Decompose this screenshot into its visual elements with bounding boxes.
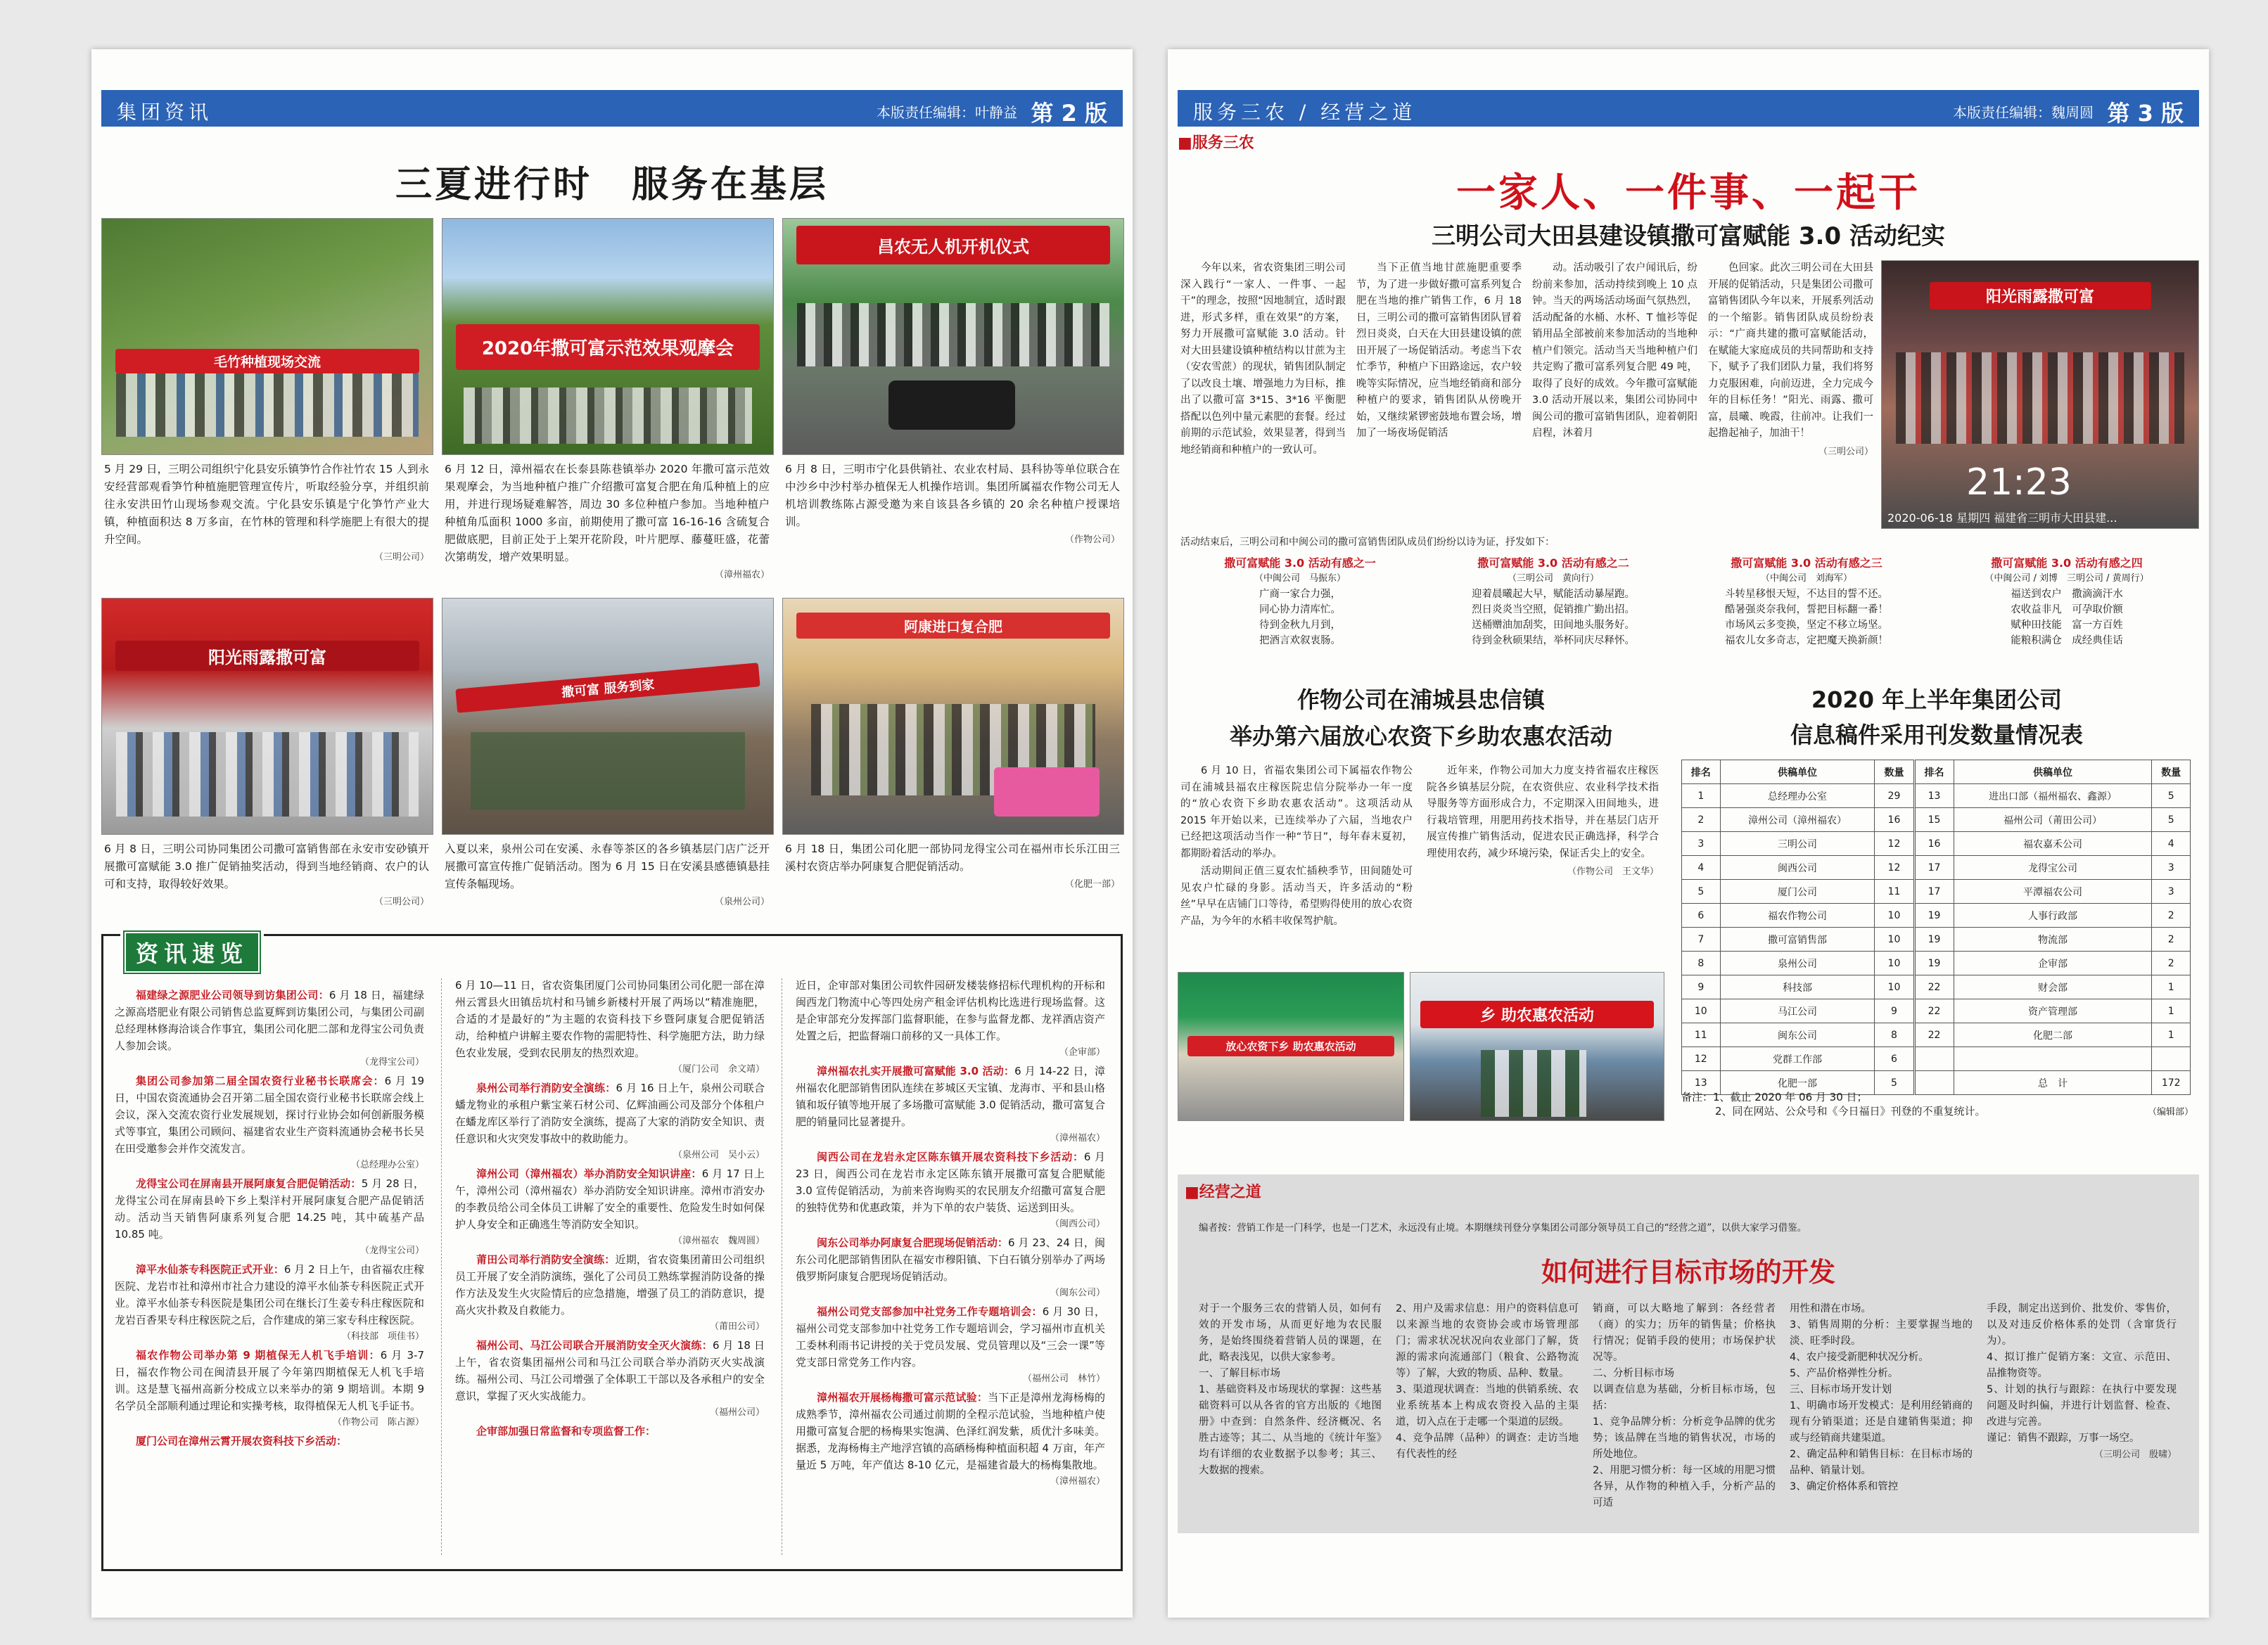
table-cell bbox=[2152, 1047, 2191, 1071]
photo-bamboo-field: 毛竹种植现场交流 bbox=[101, 218, 433, 455]
table-row bbox=[1682, 999, 2191, 1023]
photo-watermark: 2020-06-18 星期四 福建省三明市大田县建... bbox=[1887, 511, 2117, 525]
poem-intro: 活动结束后，三明公司和中闽公司的撒可富销售团队成员们纷纷以诗为证，抒发如下： bbox=[1180, 537, 1555, 548]
section-name: 集团资讯 bbox=[117, 101, 213, 124]
table-cell: 13 bbox=[1682, 1071, 1721, 1095]
table-note: 备注：1、截止 2020 年 06 月 30 日； 2、同在网站、公众号和《今日福日》刊登的不重复统计。 bbox=[1681, 1091, 1986, 1118]
page-2 bbox=[91, 49, 1133, 1618]
table-cell: 19 bbox=[1914, 928, 1954, 952]
photo-caption: 6 月 8 日，三明公司协同集团公司撒可富销售部在永安市安砂镇开展撒可富赋能 3.0 推广促销抽奖活动，得到当地经销商、农户的认可和支持，取得较好效果。 （三明公司） bbox=[104, 843, 429, 907]
table-title: 2020 年上半年集团公司 bbox=[1811, 686, 2063, 713]
table-cell: 10 bbox=[1682, 999, 1721, 1023]
page-number: 第 3 版 bbox=[2107, 100, 2184, 127]
table-cell: 1 bbox=[2152, 1023, 2191, 1047]
photo-timestamp: 21:23 bbox=[1966, 461, 2072, 504]
article3-col: 手段，制定出送到价、批发价、零售价，以及对违反价格体系的处罚（含窜货行为）。 4、拟订推广促销方案：文宣、示范田、品推物资等。 5、计划的执行与跟踪：在执行中要发现问题及时纠偏，并进行计划监督、检查、改进与完善。 谨记：销售不跟踪，万事一场空。 （三明公司 殷啸） bbox=[1987, 1303, 2177, 1460]
column-divider bbox=[441, 978, 442, 1555]
stats-table bbox=[1681, 760, 2191, 1095]
table-cell: 5 bbox=[2152, 784, 2191, 808]
table-row bbox=[1682, 904, 2191, 928]
table-cell: 总经理办公室 bbox=[1720, 784, 1875, 808]
section-label: ■经营之道 bbox=[1185, 1184, 1261, 1201]
table-row bbox=[1682, 808, 2191, 832]
table-row bbox=[1682, 880, 2191, 904]
news-col-1 bbox=[115, 987, 424, 1451]
table-header-row bbox=[1682, 760, 2191, 784]
article3-title: 如何进行目标市场的开发 bbox=[1541, 1257, 1835, 1288]
article-col: 当下正值当地甘蔗施肥重要季节，为了进一步做好撒可富系列复合肥在当地的推广销售工作，6 月 18 日，三明公司的撒可富销售团队冒着烈日炎炎，白天在大田县建设镇的蔗田开展了一场促销活动。考虑当下农忙季节，种植户下田路途远，农户较晚等实际情况，应当地经销商和部分种植户的要求，销售团队从傍晚开始，又继续紧锣密鼓地布置会场，增加了一场夜场促销活 bbox=[1356, 262, 1522, 439]
table-cell: 10 bbox=[1875, 928, 1914, 952]
photo-shop-event: 放心农资下乡 助农惠农活动 bbox=[1178, 972, 1404, 1121]
photo-promo-lottery: 阳光雨露撒可富 bbox=[101, 598, 433, 835]
page-editor: 本版责任编辑：魏周圆 bbox=[1953, 104, 2094, 121]
section-label: ■服务三农 bbox=[1178, 134, 1254, 152]
news-item: 莆田公司举行消防安全演练：近期，省农资集团莆田公司组织员工开展了安全消防演练，强化了公司员工熟练掌握消防设备的操作方法及发生火灾险情后的应急措施，增强了员工的消防意识，提高火灾扑救及自救能力。 （莆田公司） bbox=[455, 1253, 765, 1332]
poem: 撒可富赋能 3.0 活动有感之四 （中闽公司 / 刘博 三明公司 / 黄周行） 福送到农户 撒滴滴汗水 农收益非凡 可孕取价额 赋种田技能 富一方百姓 能粮积满仓 成经典佳话 bbox=[1984, 556, 2149, 646]
table-row bbox=[1682, 1047, 2191, 1071]
article3-col: 用性和潜在市场。 3、销售周期的分析：主要掌握当地的淡、旺季时段。 4、农户接受新肥种状况分析。 5、产品价格弹性分析。 三、目标市场开发计划 1、明确市场开发模式：是利用经销商的现有分销渠道；还是自建销售渠道；抑或与经销商共建渠道。 2、确定品种和销售目标：在目标市场的品种、销量计划。 3、确定价格体系和管控 bbox=[1790, 1303, 1973, 1492]
table-row bbox=[1682, 1023, 2191, 1047]
news-item: 6 月 10—11 日，省农资集团厦门公司协同集团公司化肥一部在漳州云霄县火田镇岳坑村和马铺乡新楼村开展了两场以“精准施肥，合适的才是最好的”为主题的农资科技下乡暨阿康复合肥促销活动，给种植户讲解主要农作物的需肥特性、科学施肥方法，助力绿色农业发展，受到农民朋友的热烈欢迎。 （厦门公司 余文靖） bbox=[455, 979, 765, 1075]
table-cell: 福州公司（莆田公司） bbox=[1954, 808, 2152, 832]
table-cell: 党群工作部 bbox=[1720, 1047, 1875, 1071]
news-item: 闽西公司在龙岩永定区陈东镇开展农资科技下乡活动：6 月 23 日，闽西公司在龙岩市永定区陈东镇开展撒可富复合肥赋能 3.0 宣传促销活动，为前来咨询购买的农民朋友介绍撒可富复合肥的独特优势和优惠政策，并为下单的农户装货、运送到田头。 （闽西公司） bbox=[796, 1151, 1105, 1229]
table-cell: 龙得宝公司 bbox=[1954, 856, 2152, 880]
table-source: （编辑部） bbox=[2147, 1107, 2193, 1118]
photo-night-event: 阳光雨露撒可富 21:23 2020-06-18 星期四 福建省三明市大田县建... bbox=[1881, 260, 2199, 529]
people-group bbox=[1481, 1050, 1586, 1117]
article-subtitle: 三明公司大田县建设镇撒可富赋能 3.0 活动纪实 bbox=[1432, 222, 1945, 250]
page-number: 第 2 版 bbox=[1031, 100, 1107, 127]
photo-observation-meeting: 2020年撒可富示范效果观摩会 bbox=[442, 218, 774, 455]
table-cell: 1 bbox=[1682, 784, 1721, 808]
table-cell: 3 bbox=[2152, 856, 2191, 880]
news-col-2 bbox=[455, 977, 765, 1441]
people-group bbox=[1896, 352, 2184, 444]
photo-caption: 6 月 8 日，三明市宁化县供销社、农业农村局、县科协等单位联合在中沙乡中沙村举办植保无人机操作培训。集团所属福农作物公司无人机培训教练陈占源受邀为来自该县各乡镇的 20 余名种植户授课培训。 （作物公司） bbox=[785, 463, 1120, 545]
photo-shop-banner: 撒可富 服务到家 bbox=[442, 598, 774, 835]
fertilizer-buckets bbox=[994, 767, 1100, 817]
news-item: 漳州公司（漳州福农）举办消防安全知识讲座：6 月 17 日上午，漳州公司（漳州福农）举办消防安全知识讲座。漳州市消安办的李教员给公司全体员工讲解了安全的重要性、危险发生时如何保护人身安全和正确逃生等消防安全知识。 （漳州福农 魏周圆） bbox=[455, 1167, 765, 1246]
table-cell: 8 bbox=[1682, 952, 1721, 975]
news-item: 福建绿之源肥业公司领导到访集团公司：6 月 18 日，福建绿之源高塔肥业有限公司销售总监夏辉到访集团公司，与集团公司副总经理林修海洽谈合作事宜，集团公司化肥二部和龙得宝公司负责人参加会谈。 （龙得宝公司） bbox=[115, 989, 424, 1068]
table-cell: 闽东公司 bbox=[1720, 1023, 1875, 1047]
table-header-cell: 排名 bbox=[1682, 760, 1721, 784]
news-item: 泉州公司举行消防安全演练：6 月 16 日上午，泉州公司联合蟠龙物业的承租户紫宝莱石材公司、亿辉油画公司及部分个体租户在蟠龙库区举行了消防安全演练，提高了大家的消防安全知识、责任意识和火灾突发事故中的救助能力。 （泉州公司 吴小云） bbox=[455, 1082, 765, 1160]
table-cell: 22 bbox=[1914, 999, 1954, 1023]
page-3-header bbox=[1178, 90, 2199, 127]
table-cell: 6 bbox=[1875, 1047, 1914, 1071]
table-cell: 19 bbox=[1914, 952, 1954, 975]
table-cell: 撒可富销售部 bbox=[1720, 928, 1875, 952]
news-item: 漳平水仙茶专科医院正式开业：6 月 2 日上午，由省福农庄稼医院、龙岩市社和漳州市社合力建设的漳平水仙茶专科医院正式开业。漳平水仙茶专科医院是集团公司在继长汀生姜专科庄稼医院和龙岩百香果专科庄稼医院之后，合作建成的第三家专科庄稼医院。 （科技部 项佳书） bbox=[115, 1263, 424, 1342]
table-cell bbox=[1914, 1047, 1954, 1071]
table-cell: 5 bbox=[2152, 808, 2191, 832]
table-header-cell: 数量 bbox=[2152, 760, 2191, 784]
table-cell: 17 bbox=[1914, 856, 1954, 880]
table-cell: 资产管理部 bbox=[1954, 999, 2152, 1023]
table-cell: 12 bbox=[1875, 832, 1914, 856]
section-name: 服务三农 / 经营之道 bbox=[1193, 101, 1417, 124]
news-item: 龙得宝公司在屏南县开展阿康复合肥促销活动：5 月 28 日，龙得宝公司在屏南县岭下乡上梨洋村开展阿康复合肥产品促销活动。活动当天销售阿康系列复合肥 14.25 吨，其中硫基产品 10.85 吨。 （龙得宝公司） bbox=[115, 1177, 424, 1256]
table-row bbox=[1682, 975, 2191, 999]
table-cell: 福农作物公司 bbox=[1720, 904, 1875, 928]
table-cell: 科技部 bbox=[1720, 975, 1875, 999]
photo-caption: 入夏以来，泉州公司在安溪、永春等茶区的各乡镇基层门店广泛开展撒可富宣传推广促销活动。图为 6 月 15 日在安溪县感德镇悬挂宣传条幅现场。 （泉州公司） bbox=[445, 843, 770, 907]
table-cell: 4 bbox=[2152, 832, 2191, 856]
table-cell: 1 bbox=[2152, 975, 2191, 999]
table-cell: 10 bbox=[1875, 975, 1914, 999]
article-col: 动。活动吸引了农户闻讯后，纷纷前来参加，活动持续到晚上 10 点钟。当天的两场活动场面气氛热烈，活动配备的水桶、水杯、T 恤衫等促销用品全部被前来参加活动的当地种植户们领完。活动当天当地种植户们共定购了撒可富系列复合肥 49 吨，取得了良好的成效。今年撒可富赋能 3.0 活动开展以来，集团公司协同中闽公司的撒可富销售团队，迎着朝阳启程，沐着月 bbox=[1532, 262, 1697, 439]
table-cell: 泉州公司 bbox=[1720, 952, 1875, 975]
editor-note: 编者按：营销工作是一门科学，也是一门艺术，永远没有止境。本期继续刊登分享集团公司部分领导员工自己的“经营之道”，以供大家学习借鉴。 bbox=[1199, 1222, 1807, 1234]
table-cell: 平潭福农公司 bbox=[1954, 880, 2152, 904]
table-subtitle: 信息稿件采用刊发数量情况表 bbox=[1790, 722, 2083, 748]
table-cell: 9 bbox=[1682, 975, 1721, 999]
poem: 撒可富赋能 3.0 活动有感之二 （三明公司 黄向行） 迎着晨曦起大早，赋能活动暴屋跑。 烈日炎炎当空照，促销推广勤出招。 送桶赠油加刮奖，田间地头服务好。 待到金秋硕果结，举杯同庆尽释怀。 bbox=[1472, 556, 1635, 646]
table-row bbox=[1682, 832, 2191, 856]
table-cell: 16 bbox=[1914, 832, 1954, 856]
article3-col: 2、用户及需求信息：用户的资料信息可以来源当地的农资协会或市场管理部门；需求状况状况向农业部门了解，货源的需求向流通部门（粮食、公路物流等）了解，大致的物质、品种、数量。 3、渠道现状调查：当地的供销系统、农业系统基本上构成农资投入品的主渠道，切入点在于走哪一个渠道的层级。 4、竞争品牌（品种）的调查：走访当地有代表性的经 bbox=[1396, 1303, 1579, 1460]
news-label: 资讯速览 bbox=[120, 932, 264, 973]
table-cell: 1 bbox=[2152, 999, 2191, 1023]
table-row bbox=[1682, 952, 2191, 975]
table-cell: 13 bbox=[1914, 784, 1954, 808]
table-cell: 物流部 bbox=[1954, 928, 2152, 952]
poem: 撒可富赋能 3.0 活动有感之三 （中闽公司 刘海军） 斗转星移恨天短，不达目的誓不还。 酷暑强炎奈我何，誓把目标翻一番！ 市场风云多变换，坚定不移立场坚。 福农儿女多奇志，定把魔天换新颜！ bbox=[1725, 556, 1888, 646]
news-item: 闽东公司举办阿康复合肥现场促销活动：6 月 23、24 日，闽东公司化肥部销售团队在福安市穆阳镇、下白石镇分别举办了两场俄罗斯阿康复合肥现场促销活动。 （闽东公司） bbox=[796, 1236, 1105, 1298]
table-cell: 人事行政部 bbox=[1954, 904, 2152, 928]
table-cell: 8 bbox=[1875, 1023, 1914, 1047]
table-cell: 29 bbox=[1875, 784, 1914, 808]
table-cell: 2 bbox=[1682, 808, 1721, 832]
poem: 撒可富赋能 3.0 活动有感之一 （中闽公司 马振东） 广商一家合力强， 同心协力清库忙。 待到金秋九月到， 把酒言欢叙衷肠。 bbox=[1224, 556, 1376, 646]
article2-subtitle: 举办第六届放心农资下乡助农惠农活动 bbox=[1229, 723, 1612, 750]
article-title: 一家人、一件事、一起干 bbox=[1456, 170, 1920, 216]
table-cell: 22 bbox=[1914, 975, 1954, 999]
article2-col: 近年来，作物公司加大力度支持省福农庄稼医院各乡镇基层分院，在农资供应、农业科学技术指导服务等方面形成合力，不定期深入田间地头，进行栽培管理，用肥用药技术指导，并在基层门店开展宣传推广销售活动，促进农民正确选择，科学合理使用农药，减少环境污染，保证舌尖上的安全。 （作物公司 王文华） bbox=[1427, 765, 1659, 877]
page-3 bbox=[1168, 49, 2209, 1618]
news-item: 漳州福农扎实开展撒可富赋能 3.0 活动：6 月 14-22 日，漳州福农化肥部销售团队连续在芗城区天宝镇、龙海市、平和县山格镇和坂仔镇等地开展了多场撒可富赋能 3.0 促销活动，撒可富复合肥的销量同比显著提升。 （漳州福农） bbox=[796, 1065, 1105, 1144]
article-col: 色回家。此次三明公司在大田县开展的促销活动，只是集团公司撒可富销售团队今年以来，开展系列活动的一个缩影。销售团队成员纷纷表示：“广商共建的撒可富赋能活动，在赋能大家庭成员的共同帮助和支持下，赋予了我们团队力量，我们将努力克服困难，向前迈进，全力完成今年的目标任务！”阳光、雨露、撒可富，晨曦、晚霞，往前冲。让我们一起撸起袖子，加油干！ （三明公司） bbox=[1708, 262, 1873, 457]
news-col-3 bbox=[796, 977, 1105, 1492]
people-group bbox=[464, 388, 752, 444]
table-header-cell: 供稿单位 bbox=[1720, 760, 1875, 784]
news-box bbox=[101, 934, 1123, 1571]
shop-front bbox=[471, 732, 745, 809]
table-cell: 15 bbox=[1914, 808, 1954, 832]
news-item: 福州公司、马江公司联合开展消防安全灭火演练：6 月 18 日上午，省农资集团福州公司和马江公司联合举办消防灭火实战演练。福州公司、马江公司增强了全体职工干部以及各承租户的安全意识，掌握了灭火实战能力。 （福州公司） bbox=[455, 1339, 765, 1418]
news-item: 近日，企审部对集团公司软件园研发楼装修招标代理机构的开标和闽西龙门物流中心等四处房产租金评估机构比选进行现场监督。这是企审部充分发挥部门监督职能，在参与监督龙都、龙祥酒店资产处置之后，把监督端口前移的又一具体工作。 （企审部） bbox=[796, 979, 1105, 1058]
people-group bbox=[116, 373, 419, 437]
table-cell: 化肥一部 bbox=[1720, 1071, 1875, 1095]
news-item: 厦门公司在漳州云霄开展农资科技下乡活动： bbox=[136, 1435, 348, 1447]
table-cell: 三明公司 bbox=[1720, 832, 1875, 856]
table-cell: 10 bbox=[1875, 952, 1914, 975]
table-cell: 11 bbox=[1682, 1023, 1721, 1047]
table-cell: 5 bbox=[1875, 1071, 1914, 1095]
photo-caption: 5 月 29 日，三明公司组织宁化县安乐镇笋竹合作社竹农 15 人到永安经营部观看笋竹种植施肥管理宣传片，听取经验分享，并组织前往永安洪田竹山现场参观交流。宁化县安乐镇是宁化笋竹产业大镇，种植面积达 8 万多亩，在竹林的管理和科学施肥上有很大的提升空间。 （三明公司） bbox=[104, 463, 429, 563]
news-item: 企审部加强日常监督和专项监督工作： bbox=[476, 1425, 656, 1438]
business-section bbox=[1178, 1174, 2199, 1533]
table-header-cell: 供稿单位 bbox=[1954, 760, 2152, 784]
table-cell: 3 bbox=[2152, 880, 2191, 904]
article2-col: 6 月 10 日，省福农集团公司下属福农作物公司在浦城县福农庄稼医院忠信分院举办一年一度的“放心农资下乡助农惠农活动”。这项活动从 2015 年开始以来，已连续举办了六届，当地农户已经把这项活动当作一种“节日”，每年春末夏初，都期盼着活动的举办。 活动期间正值三夏农忙插秧季节，田间随处可见农户忙碌的身影。活动当天，许多活动的“粉丝”早早在店铺门口等待，希望购得使用的放心农资产品，为今年的水稻丰收保驾护航。 bbox=[1180, 765, 1413, 927]
table-cell: 10 bbox=[1875, 904, 1914, 928]
drone bbox=[888, 380, 1015, 430]
photo-drone-training: 昌农无人机开机仪式 bbox=[782, 218, 1124, 455]
article-col: 今年以来，省农资集团三明公司深入践行“一家人、一件事、一起干”的理念，按照“因地制宜，适时跟进，形式多样，重在效果”的方案，努力开展撒可富赋能 3.0 活动。针对大田县建设镇种植结构以甘蔗为主（安农雪蔗）的现状，销售团队制定了以改良土壤、增强地力为目标，推出了以撒可富 3*15、3*16 平衡肥搭配以色列中量元素肥的套餐。经过前期的示范试验，效果显著，得到当地经销商和种植户的一致认可。 bbox=[1180, 262, 1346, 456]
table-cell: 12 bbox=[1875, 856, 1914, 880]
photo-caption: 6 月 12 日，漳州福农在长泰县陈巷镇举办 2020 年撒可富示范效果观摩会，为当地种植户推广介绍撒可富复合肥在角瓜种植上的应用，并进行现场疑难解答，周边 30 多位种植户参加。当地种植户种植角瓜面积 1000 多亩，前期使用了撒可富 16-16-16 含硫复合肥做底肥，目前正处于上架开花阶段，叶片肥厚、藤蔓旺盛，花蕾次第萌发，增产效果明显。 （漳州福农） bbox=[445, 463, 770, 580]
table-cell: 6 bbox=[1682, 904, 1721, 928]
table-cell: 进出口部（福州福农、鑫源） bbox=[1954, 784, 2152, 808]
people-group bbox=[116, 732, 419, 817]
table-cell: 4 bbox=[1682, 856, 1721, 880]
article2-title: 作物公司在浦城县忠信镇 bbox=[1297, 686, 1545, 713]
page-editor: 本版责任编辑：叶静益 bbox=[877, 104, 1017, 121]
article3-col: 对于一个服务三农的营销人员，如何有效的开发市场，从而更好地为农民服务，是始终围绕着营销人员的课题，在此，略表浅见，以供大家参考。 一、了解目标市场 1、基础资料及市场现状的掌握：这些基础资料可以从各省的官方出版的《地图册》中查到：自然条件、经济概况、名胜古迹等；其二、从当地的《统计年鉴》均有详细的农业数据予以参考；其三、大数据的搜索。 bbox=[1199, 1303, 1382, 1476]
table-cell: 闽西公司 bbox=[1720, 856, 1875, 880]
table-row bbox=[1682, 784, 2191, 808]
table-cell: 福农嘉禾公司 bbox=[1954, 832, 2152, 856]
table-cell: 12 bbox=[1682, 1047, 1721, 1071]
table-cell: 19 bbox=[1914, 904, 1954, 928]
article3-col: 销商，可以大略地了解到：各经营者（商）的实力；历年的销售量；价格执行情况；促销手段的使用；市场保护状况等。 二、分析目标市场 以调查信息为基础，分析目标市场，包括： 1、竞争品牌分析：分析竞争品牌的优劣势；该品牌在当地的销售状况，市场的所处地位。 2、用肥习惯分析：每一区域的用肥习惯各异，从作物的种植入手，分析产品的可适 bbox=[1593, 1303, 1776, 1509]
table-cell: 22 bbox=[1914, 1023, 1954, 1047]
photo-caption: 6 月 18 日，集团公司化肥一部协同龙得宝公司在福州市长乐江田三溪村农资店举办阿康复合肥促销活动。 （化肥一部） bbox=[785, 843, 1120, 890]
news-item: 福州公司党支部参加中社党务工作专题培训会：6 月 30 日，福州公司党支部参加中社党务工作专题培训会，学习福州市直机关工委林利雨书记讲授的关于党员发展、党员管理以及“三会一课”等党支部日常党务工作内容。 （福州公司 林竹） bbox=[796, 1305, 1105, 1384]
table-cell: 化肥二部 bbox=[1954, 1023, 2152, 1047]
people-group bbox=[797, 303, 1109, 366]
table-cell: 3 bbox=[1682, 832, 1721, 856]
photo-promo-staff: 乡 助农惠农活动 bbox=[1410, 972, 1664, 1121]
table-cell: 7 bbox=[1682, 928, 1721, 952]
table-cell: 2 bbox=[2152, 928, 2191, 952]
table-cell: 5 bbox=[1682, 880, 1721, 904]
table-cell: 马江公司 bbox=[1720, 999, 1875, 1023]
table-cell: 2 bbox=[2152, 952, 2191, 975]
table-cell: 11 bbox=[1875, 880, 1914, 904]
table-cell: 172 bbox=[2152, 1071, 2191, 1095]
table-cell: 企审部 bbox=[1954, 952, 2152, 975]
table-cell: 财会部 bbox=[1954, 975, 2152, 999]
news-item: 漳州福农开展杨梅撒可富示范试验：当下正是漳州龙海杨梅的成熟季节，漳州福农公司通过前期的全程示范试验，当地种植户使用撒可富复合肥的杨梅果实饱满、色泽红润发紫，质优汁多味美。据悉，龙海杨梅主产地浮宫镇的高硒杨梅种植面积超 4 万亩，年产量近 5 万吨，年产值达 8-10 亿元，是福建省最大的杨梅集散地。 （漳州福农） bbox=[796, 1391, 1105, 1487]
page-title: 三夏进行时 服务在基层 bbox=[395, 164, 829, 206]
table-cell: 9 bbox=[1875, 999, 1914, 1023]
table-cell: 总 计 bbox=[1954, 1071, 2152, 1095]
table-header-cell: 数量 bbox=[1875, 760, 1914, 784]
page-2-header bbox=[101, 90, 1123, 127]
table-cell: 16 bbox=[1875, 808, 1914, 832]
table-header-cell: 排名 bbox=[1914, 760, 1954, 784]
table-cell bbox=[1954, 1047, 2152, 1071]
table-row bbox=[1682, 928, 2191, 952]
news-item: 集团公司参加第二届全国农资行业秘书长联席会：6 月 19 日，中国农资流通协会召开第二届全国农资行业秘书长联席会线上会议，深入交流农资行业发展规划，探讨行业协会如何创新服务模式等事宜，集团公司顾问、福建省农业生产资料流通协会秘书长吴在田受邀参会并作交流发言。 （总经理办公室） bbox=[115, 1075, 424, 1170]
news-item: 福农作物公司举办第 9 期植保无人机飞手培训：6 月 3-7 日，福农作物公司在闽清县开展了今年第四期植保无人机飞手培训。这是慧飞福州高新分校成立以来举办的第 9 期培训。本期 9 名学员全部顺利通过理论和实操考核，取得植保无人机飞手证书。 （作物公司 陈占源） bbox=[115, 1349, 424, 1428]
photo-akang-promo: 阿康进口复合肥 bbox=[782, 598, 1124, 835]
table-cell: 漳州公司（漳州福农） bbox=[1720, 808, 1875, 832]
table-row bbox=[1682, 856, 2191, 880]
table-cell: 厦门公司 bbox=[1720, 880, 1875, 904]
table-cell: 2 bbox=[2152, 904, 2191, 928]
table-cell: 17 bbox=[1914, 880, 1954, 904]
